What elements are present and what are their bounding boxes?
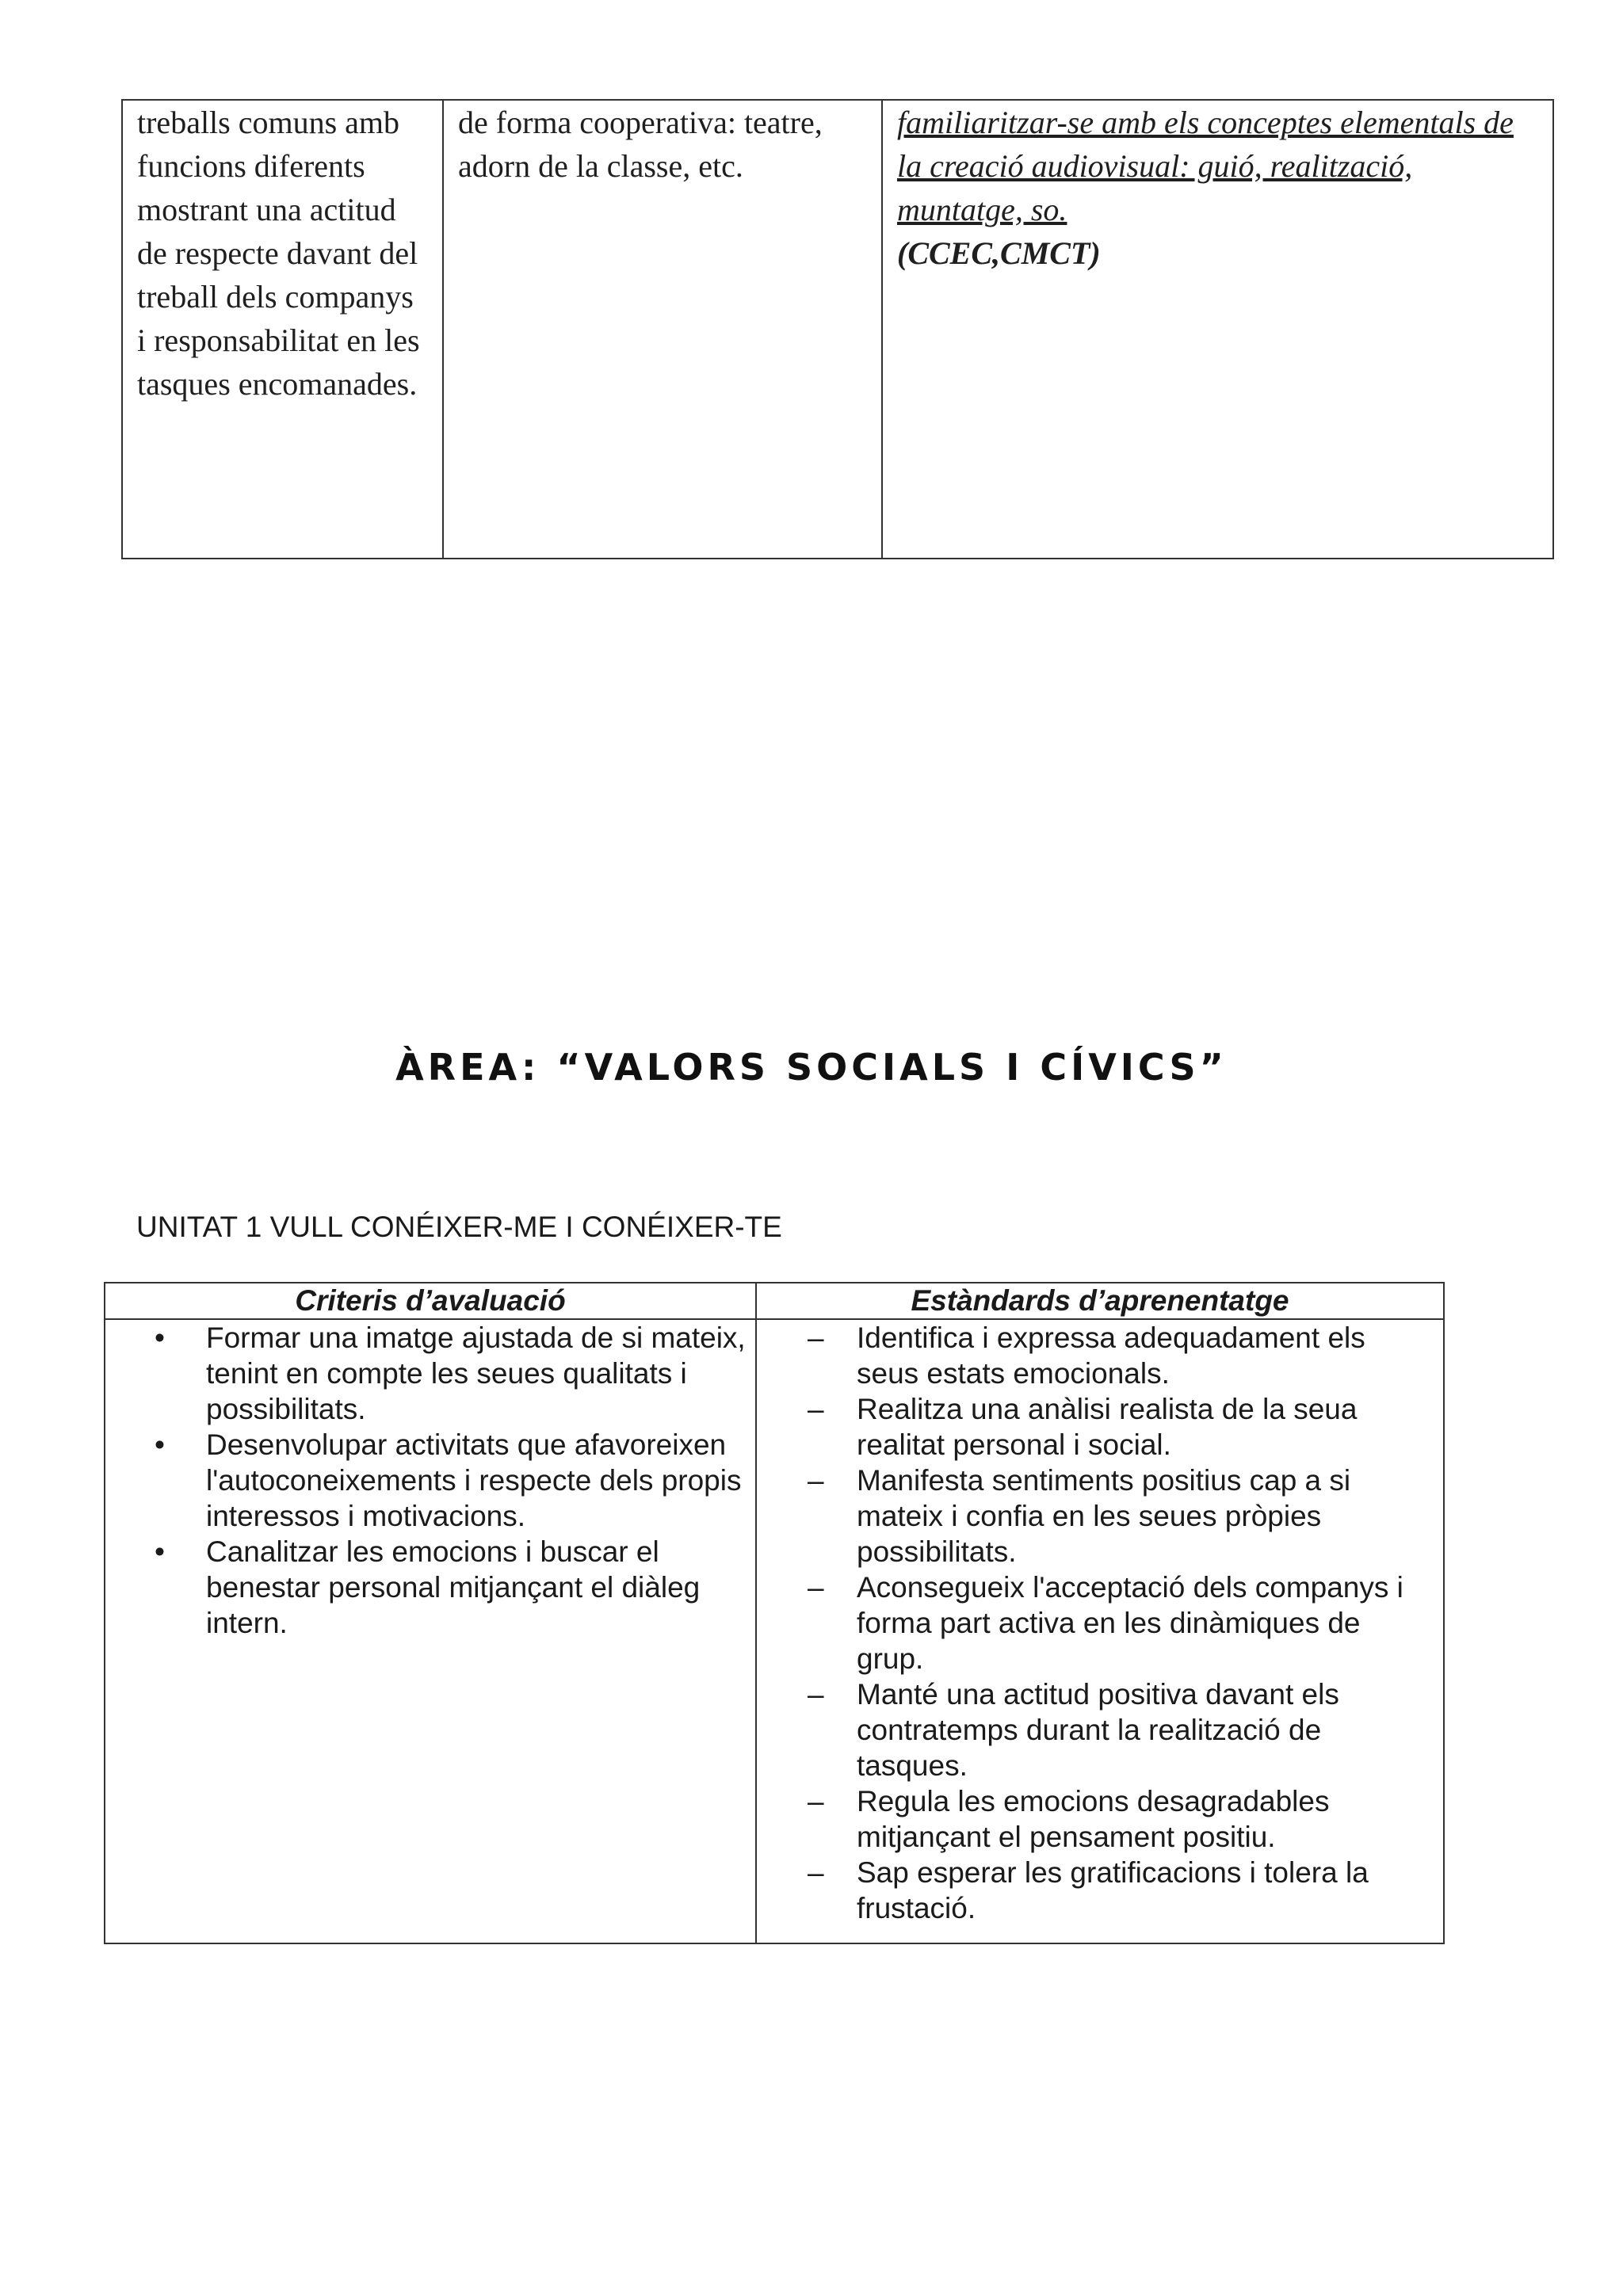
unit-heading: UNITAT 1 VULL CONÉIXER-ME I CONÉIXER-TE (136, 1211, 782, 1243)
cell-text: de forma cooperativa: teatre, adorn de la classe, etc. (458, 105, 823, 184)
underlined-text: familiaritzar-se amb els conceptes elementals de la creació audiovisual: guió, realització, muntatge, so. (897, 105, 1514, 227)
estandards-cell (756, 1319, 1444, 1943)
list-item: – Aconsegueix l'acceptació dels companys i forma part activa en les dinàmiques de grup. (757, 1569, 1443, 1676)
criteria-table (104, 1282, 1445, 1944)
list-item: – Manifesta sentiments positius cap a si mateix i confia en les seues pròpies possibilitats. (757, 1463, 1443, 1569)
list-item: – Manté una actitud positiva davant els contratemps durant la realització de tasques. (757, 1676, 1443, 1783)
header-estandards: Estàndards d’aprenentatge (756, 1283, 1444, 1319)
table-cell (122, 100, 443, 559)
estandards-list (757, 1320, 1443, 1926)
list-item: • Formar una imatge ajustada de si mateix, tenint en compte les seues qualitats i possibilitats. (105, 1320, 755, 1427)
cell-text: treballs comuns amb funcions diferents mostrant una actitud de respecte davant del treball dels companys i responsabilitat en les tasques encomanades. (137, 105, 420, 402)
list-item: • Desenvolupar activitats que afavoreixen l'autoconeixements i respecte dels propis interessos i motivacions. (105, 1427, 755, 1534)
list-item: – Regula les emocions desagradables mitjançant el pensament positiu. (757, 1783, 1443, 1855)
table-cell (443, 100, 882, 559)
table-cell (882, 100, 1553, 559)
table-row (122, 100, 1553, 559)
list-item: – Realitza una anàlisi realista de la seua realitat personal i social. (757, 1391, 1443, 1463)
criteris-cell (105, 1319, 756, 1943)
continuation-table (121, 99, 1554, 559)
table-row (105, 1319, 1444, 1943)
competence-codes: (CCEC,CMCT) (897, 235, 1101, 271)
list-item: – Sap esperar les gratificacions i tolera la frustació. (757, 1855, 1443, 1926)
criteris-list (105, 1320, 755, 1641)
list-item: • Canalitzar les emocions i buscar el benestar personal mitjançant el diàleg intern. (105, 1534, 755, 1641)
header-criteris: Criteris d’avaluació (105, 1283, 756, 1319)
table-header-row (105, 1283, 1444, 1319)
area-heading: ÀREA: “VALORS SOCIALS I CÍVICS” (395, 1046, 1228, 1089)
list-item: – Identifica i expressa adequadament els seus estats emocionals. (757, 1320, 1443, 1391)
